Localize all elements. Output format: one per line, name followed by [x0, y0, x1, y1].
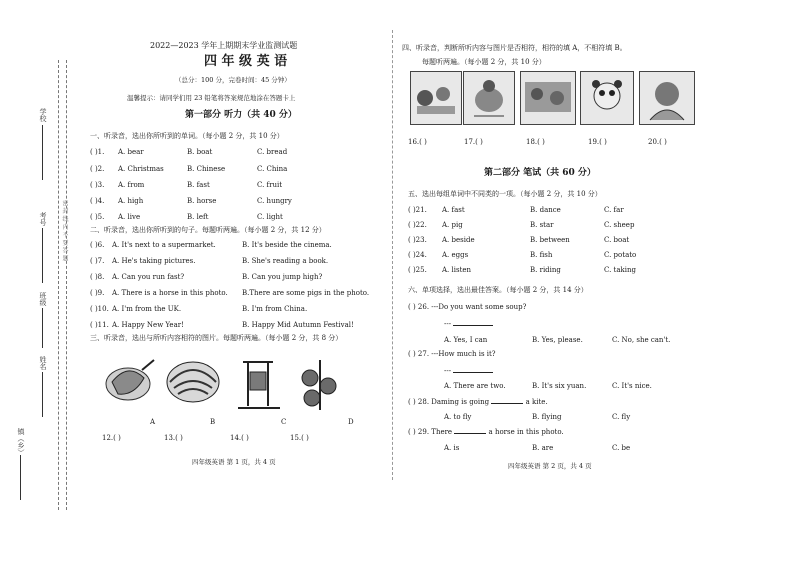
option-b: B. left	[187, 213, 209, 221]
option-b: B. fast	[187, 181, 210, 189]
picture-d	[302, 360, 336, 410]
list-item: ( )22.	[408, 221, 427, 229]
option-a: A. high	[118, 197, 144, 205]
list-item: ( )23.	[408, 236, 427, 244]
reply-26: ---	[444, 320, 493, 329]
tip-text: 温馨提示：请同学们用 23 铅笔将答案规范地涂在答题卡上	[127, 94, 296, 102]
sec4-subtitle: 每题听两遍。（每小题 2 分，共 10 分）	[422, 58, 546, 66]
seal-note: 密 封 线 内 不 要 答 题	[61, 200, 68, 262]
option-b: B. horse	[187, 197, 217, 205]
picture-c	[238, 362, 280, 408]
option-b: B. I'm from China.	[242, 305, 308, 313]
page-divider	[392, 30, 393, 480]
option-b: B. fish	[530, 251, 553, 259]
option-a: A. is	[444, 444, 460, 452]
option-c: C. far	[604, 206, 624, 214]
option-a: A. eggs	[442, 251, 469, 259]
option-a: A. There is a horse in this photo.	[112, 289, 228, 297]
list-item: ( )10.	[90, 305, 109, 313]
option-a: A. Can you run fast?	[112, 273, 185, 281]
option-a: A. beside	[442, 236, 475, 244]
picture-label: A	[150, 418, 156, 426]
option-c: C. fruit	[257, 181, 283, 189]
option-a: A. from	[118, 181, 145, 189]
option-c: C. sheep	[604, 221, 635, 229]
answer-slot[interactable]: 19.( )	[588, 138, 607, 146]
exam-no-label: 班级	[39, 292, 47, 306]
part2-heading: 第二部分 笔试（共 60 分）	[484, 168, 596, 178]
option-b: B. It's beside the cinema.	[242, 241, 332, 249]
part1-heading: 第一部分 听力（共 40 分）	[185, 110, 297, 120]
class-label: 考号	[39, 212, 47, 226]
option-b: B. Can you jump high?	[242, 273, 323, 281]
exam-year-title: 2022—2023 学年上期期末学业监测试题	[150, 41, 298, 50]
answer-blank[interactable]	[454, 433, 486, 434]
answer-blank[interactable]	[491, 403, 523, 404]
option-c: C. No, she can't.	[612, 336, 671, 344]
list-item: ( )11.	[90, 321, 109, 329]
picture-label: C	[281, 418, 287, 426]
option-c: C. It's nice.	[612, 382, 652, 390]
answer-slot[interactable]: 14.( )	[230, 434, 249, 442]
sec3-pictures	[98, 352, 368, 430]
option-b: B. flying	[532, 413, 562, 421]
option-a: A. It's next to a supermarket.	[112, 241, 216, 249]
right-page	[402, 0, 702, 561]
option-a: A. listen	[442, 266, 472, 274]
list-item: ( )6.	[90, 241, 105, 249]
option-b: B. riding	[530, 266, 561, 274]
option-a: A. Christmas	[118, 165, 164, 173]
left-page	[82, 0, 382, 561]
picture-a	[106, 360, 154, 400]
option-c: C. hungry	[257, 197, 292, 205]
question-27: ( ) 27. ---How much is it?	[408, 350, 496, 358]
list-item: ( )21.	[408, 206, 427, 214]
answer-slot[interactable]: 18.( )	[526, 138, 545, 146]
page-footer: 四年级英语 第 2 页，共 4 页	[508, 462, 592, 470]
picture-label: D	[348, 418, 354, 426]
list-item: ( )25.	[408, 266, 427, 274]
option-a: A. live	[118, 213, 141, 221]
answer-slot[interactable]: 16.( )	[408, 138, 427, 146]
sec4-title: 四、听录音，判断所听内容与图片是否相符，相符的填 A，不相符填 B。	[402, 44, 627, 52]
list-item: ( )4.	[90, 197, 105, 205]
sec2-title: 二、听录音，选出你所听到的句子。每题听两遍。（每小题 2 分，共 12 分）	[90, 226, 326, 234]
binding-margin	[0, 0, 72, 561]
sec6-title: 六、单项选择，选出最佳答案。（每小题 2 分，共 14 分）	[408, 286, 588, 294]
picture-b	[167, 362, 219, 402]
option-a: A. to fly	[444, 413, 472, 421]
answer-slot[interactable]: 12.( )	[102, 434, 121, 442]
option-a: A. Happy New Year!	[112, 321, 184, 329]
option-c: C. light	[257, 213, 283, 221]
reply-27: ---	[444, 367, 493, 376]
answer-blank[interactable]	[453, 325, 493, 326]
picture-16	[410, 71, 462, 125]
option-b: B.There are some pigs in the photo.	[242, 289, 370, 297]
picture-label: B	[210, 418, 216, 426]
option-a: A. Yes, I can	[444, 336, 488, 344]
sec4-picture-strip	[410, 71, 695, 128]
option-c: C. bread	[257, 148, 288, 156]
option-b: B. dance	[530, 206, 561, 214]
question-26: ( ) 26. ---Do you want some soup?	[408, 303, 527, 311]
list-item: ( )5.	[90, 213, 105, 221]
option-c: C. potato	[604, 251, 637, 259]
answer-slot[interactable]: 15.( )	[290, 434, 309, 442]
option-b: B. She's reading a book.	[242, 257, 329, 265]
answer-slot[interactable]: 17.( )	[464, 138, 483, 146]
option-b: B. star	[530, 221, 554, 229]
subject-title: 四 年 级 英 语	[204, 54, 288, 69]
list-item: ( )9.	[90, 289, 105, 297]
picture-17	[463, 71, 515, 125]
sec3-title: 三、听录音，选出与所听内容相符的图片。每题听两遍。（每小题 2 分，共 8 分）	[90, 334, 343, 342]
township-label: 镇（乡）	[17, 428, 25, 456]
option-c: C. fly	[612, 413, 631, 421]
list-item: ( )8.	[90, 273, 105, 281]
option-a: A. fast	[442, 206, 465, 214]
school-label: 学校	[39, 108, 47, 122]
listening-pictures	[98, 352, 368, 430]
option-c: C. taking	[604, 266, 637, 274]
option-c: C. boat	[604, 236, 630, 244]
score-time: （总分：100 分，完卷时间：45 分钟）	[175, 76, 291, 84]
option-a: A. pig	[442, 221, 463, 229]
answer-blank[interactable]	[453, 372, 493, 373]
option-b: B. between	[530, 236, 570, 244]
question-28: ( ) 28. Daming is going a kite.	[408, 398, 548, 406]
answer-slot[interactable]: 13.( )	[164, 434, 183, 442]
list-item: ( )7.	[90, 257, 105, 265]
option-a: A. There are two.	[444, 382, 506, 390]
list-item: ( )3.	[90, 181, 105, 189]
option-b: B. are	[532, 444, 554, 452]
option-c: C. be	[612, 444, 631, 452]
picture-19	[580, 71, 634, 125]
option-b: B. Happy Mid Autumn Festival!	[242, 321, 354, 329]
sec5-title: 五、选出每组单词中不同类的一项。（每小题 2 分，共 10 分）	[408, 190, 602, 198]
option-b: B. It's six yuan.	[532, 382, 587, 390]
option-b: B. boat	[187, 148, 213, 156]
list-item: ( )24.	[408, 251, 427, 259]
option-a: A. I'm from the UK.	[112, 305, 182, 313]
option-c: C. China	[257, 165, 288, 173]
picture-20	[639, 71, 695, 125]
answer-slot[interactable]: 20.( )	[648, 138, 667, 146]
sec1-title: 一、听录音，选出你所听到的单词。（每小题 2 分，共 10 分）	[90, 132, 284, 140]
list-item: ( )1.	[90, 148, 105, 156]
option-a: A. bear	[118, 148, 144, 156]
option-b: B. Chinese	[187, 165, 226, 173]
list-item: ( )2.	[90, 165, 105, 173]
page-footer: 四年级英语 第 1 页，共 4 页	[192, 458, 276, 466]
question-29: ( ) 29. There a horse in this photo.	[408, 428, 564, 436]
picture-18	[520, 71, 576, 125]
option-b: B. Yes, please.	[532, 336, 583, 344]
option-a: A. He's taking pictures.	[112, 257, 196, 265]
name-label: 姓名	[39, 356, 47, 370]
